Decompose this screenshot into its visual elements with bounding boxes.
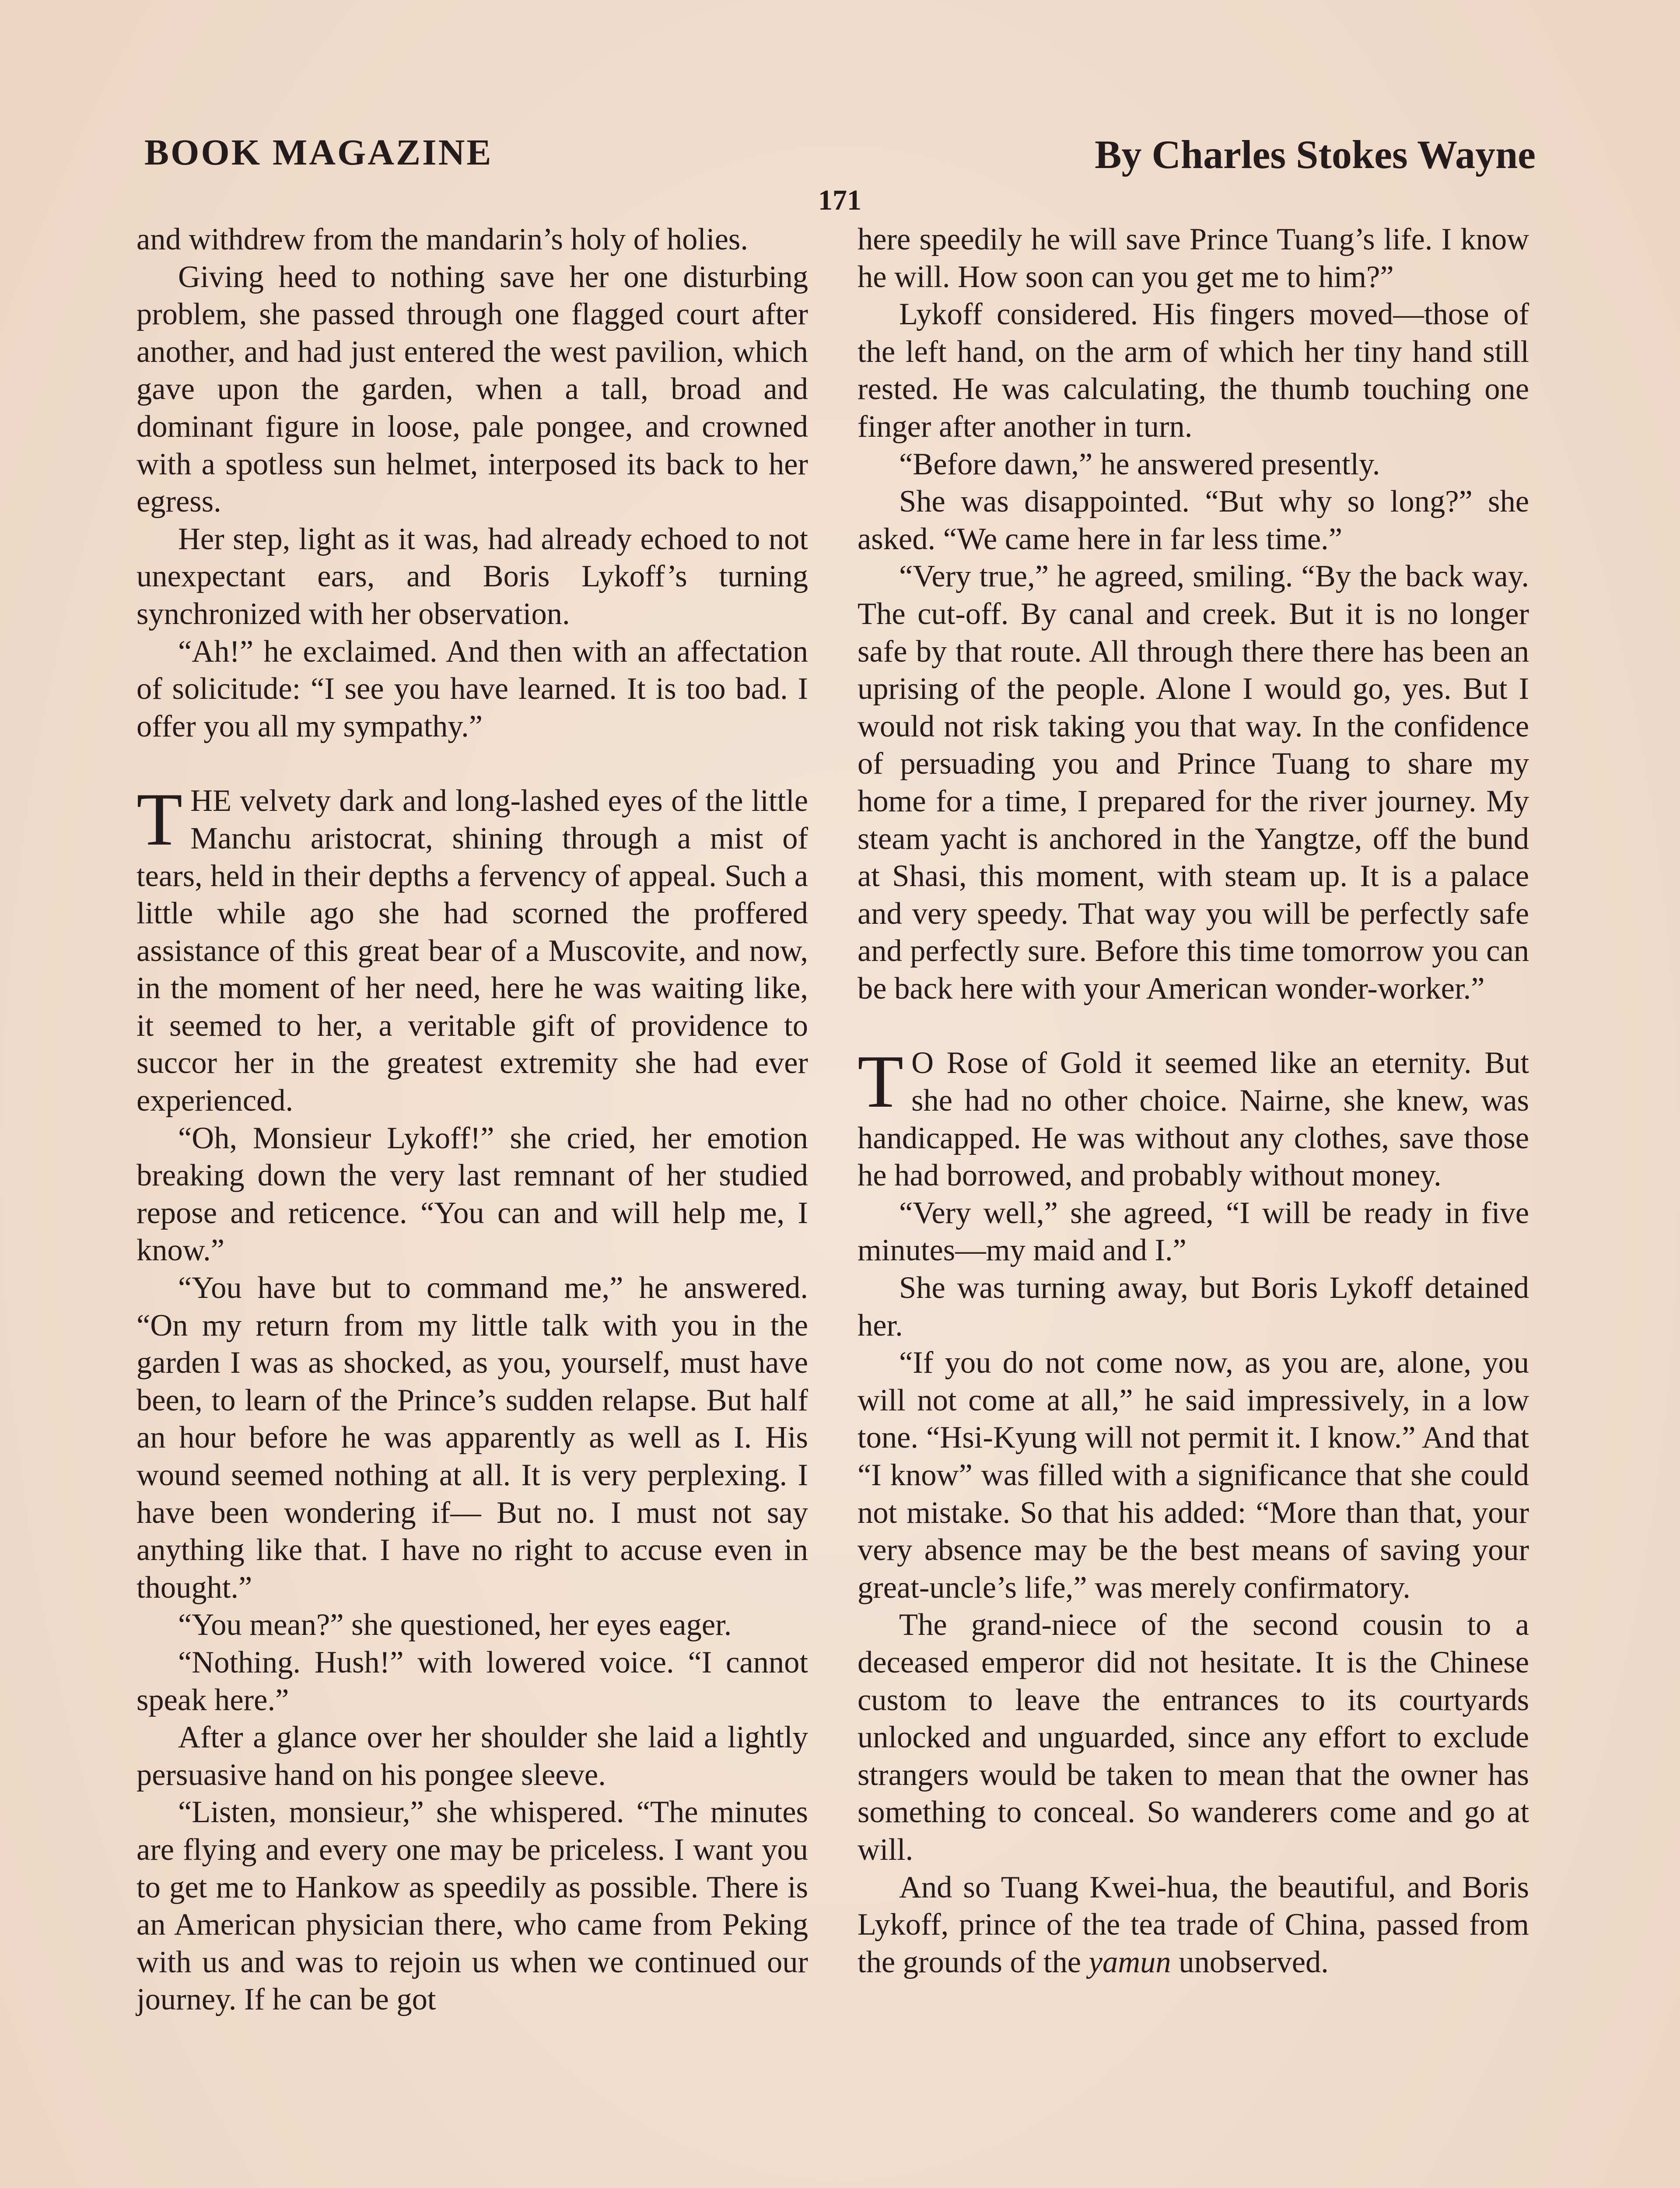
paragraph-text: unobserved.: [1171, 1945, 1329, 1979]
paragraph: “Before dawn,” he answered presently.: [899, 447, 1380, 481]
paragraph: Giving heed to nothing save her one disturbing problem, she passed through one flagged court after another, and had just entered the west pavilion, which gave upon the garden, when a tall, broad and dominant figure in loose, pale pongee, and crowned with a spotless sun helmet, interposed its back to her egress.: [136, 259, 808, 519]
final-paragraph: [858, 1869, 1529, 1981]
paragraph: “Oh, Monsieur Lykoff!” she cried, her emotion breaking down the very last remnant of her studied repose and reticence. “You can and will help me, I know.”: [136, 1121, 808, 1268]
paragraph: “If you do not come now, as you are, alone, you will not come at all,” he said impressively, in a low tone. “Hsi-Kyung will not permit it. I know.” And that “I know” was filled with a significance that she could not mistake. So that his added: “More than that, your very absence may be the best means of saving your great-uncle’s life,” was merely confirmatory.: [858, 1346, 1529, 1605]
author-byline: By Charles Stokes Wayne: [1095, 132, 1536, 177]
paragraph: “Listen, monsieur,” she whispered. “The minutes are flying and every one may be priceless. I want you to get me to Hankow as speedily as possible. There is an American physician there, who came from Peking with us and was to rejoin us when we continued our journey. If he can be got: [136, 1795, 808, 2017]
section-start-paragraph: [858, 1040, 1529, 1194]
paragraph: Her step, light as it was, had already echoed to not unexpectant ears, and Boris Lykoff’s turning synchronized with her observation.: [136, 522, 808, 631]
paragraph-text: O Rose of Gold it seemed like an eternity. But she had no other choice. Nairne, she knew, was handicapped. He was without any clothes, save those he had borrowed, and probably without money.: [858, 1046, 1529, 1193]
paragraph: here speedily he will save Prince Tuang’s life. I know he will. How soon can you get me to him?”: [858, 222, 1529, 294]
left-text-column: [136, 221, 808, 2019]
paragraph: She was disappointed. “But why so long?” she asked. “We came here in far less time.”: [858, 484, 1529, 556]
right-text-column: [858, 221, 1529, 1981]
paragraph: “You have but to command me,” he answered. “On my return from my little talk with you in the garden I was as shocked, as you, yourself, must have been, to learn of the Prince’s sudden relapse. But half an hour before he was apparently as well as I. His wound seemed nothing at all. It is very perplexing. I have been wondering if— But no. I must not say anything like that. I have no right to accuse even in thought.”: [136, 1271, 808, 1605]
page-number: 171: [818, 184, 861, 216]
paragraph: The grand-niece of the second cousin to a deceased emperor did not hesitate. It is the Chinese custom to leave the entrances to its courtyards unlocked and unguarded, since any effort to exclude strangers would be taken to mean that the owner has something to conceal. So wanderers come and go at will.: [858, 1608, 1529, 1867]
drop-cap: T: [136, 778, 183, 862]
paragraph: “Nothing. Hush!” with lowered voice. “I cannot speak here.”: [136, 1645, 808, 1717]
paragraph: “Very true,” he agreed, smiling. “By the back way. The cut-off. By canal and creek. But it is no longer safe by that route. All through there there has been an uprising of the people. Alone I would go, yes. But I would not risk taking you that way. In the confidence of persuading you and Prince Tuang to share my home for a time, I prepared for the river journey. My steam yacht is anchored in the Yangtze, off the bund at Shasi, this moment, with steam up. It is a palace and very speedy. That way you will be perfectly safe and perfectly sure. Before this time tomorrow you can be back here with your American wonder-worker.”: [858, 559, 1529, 1006]
paragraph-text: And so Tuang Kwei-hua, the beautiful, and Boris Lykoff, prince of the tea trade of China, passed from the grounds of the: [858, 1870, 1529, 1979]
italic-word: yamun: [1088, 1945, 1171, 1979]
section-start-paragraph: [136, 778, 808, 1119]
paragraph: Lykoff considered. His fingers moved—those of the left hand, on the arm of which her tiny hand still rested. He was calculating, the thumb touching one finger after another in turn.: [858, 297, 1529, 444]
paragraph: After a glance over her shoulder she laid a lightly persuasive hand on his pongee sleeve.: [136, 1720, 808, 1792]
paragraph: “You mean?” she questioned, her eyes eager.: [178, 1608, 732, 1642]
drop-cap: T: [858, 1040, 904, 1124]
paragraph: She was turning away, but Boris Lykoff detained her.: [858, 1271, 1529, 1343]
paragraph: and withdrew from the mandarin’s holy of holies.: [136, 222, 748, 256]
magazine-title: BOOK MAGAZINE: [144, 132, 493, 173]
paragraph: “Very well,” she agreed, “I will be ready in five minutes—my maid and I.”: [858, 1196, 1529, 1268]
paragraph: “Ah!” he exclaimed. And then with an affectation of solicitude: “I see you have learned. It is too bad. I offer you all my sympathy.”: [136, 634, 808, 743]
paragraph-text: HE velvety dark and long-lashed eyes of the little Manchu aristocrat, shining through a mist of tears, held in their depths a fervency of appeal. Such a little while ago she had scorned the proffered assistance of this great bear of a Muscovite, and now, in the moment of her need, here he was waiting like, it seemed to her, a veritable gift of providence to succor her in the greatest extremity she had ever experienced.: [136, 784, 808, 1118]
